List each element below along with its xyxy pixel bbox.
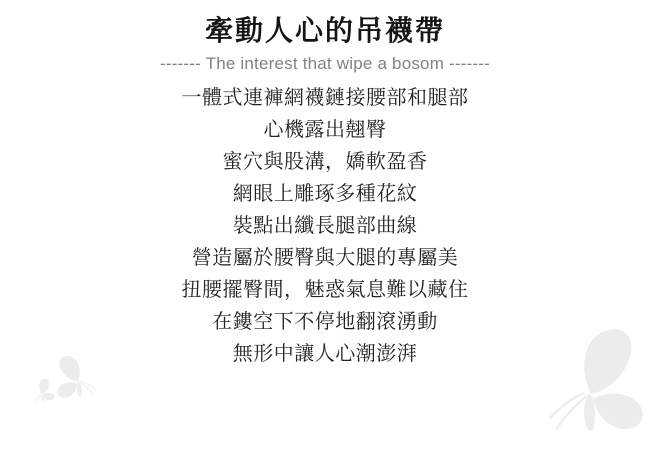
description-text-block — [0, 82, 650, 370]
butterfly-icon — [25, 375, 61, 411]
description-line: 心機露出翹臀 — [263, 119, 387, 141]
description-line: 扭腰擺臀間，魅惑氣息難以藏住 — [181, 279, 469, 301]
description-line: 一體式連褲網襪鏈接腰部和腿部 — [181, 87, 469, 109]
page-title: 牽動人心的吊襪帶 — [204, 14, 445, 47]
description-line: 營造屬於腰臀與大腿的專屬美 — [191, 247, 459, 269]
description-line: 裝點出纖長腿部曲線 — [232, 215, 418, 237]
description-line: 在鏤空下不停地翻滾湧動 — [212, 311, 438, 333]
description-line: 蜜穴與股溝，嬌軟盈香 — [222, 151, 428, 173]
description-line: 網眼上雕琢多種花紋 — [232, 183, 418, 205]
description-line: 無形中讓人心潮澎湃 — [232, 343, 418, 365]
page-subtitle: ------- The interest that wipe a bosom ------- — [159, 54, 491, 73]
